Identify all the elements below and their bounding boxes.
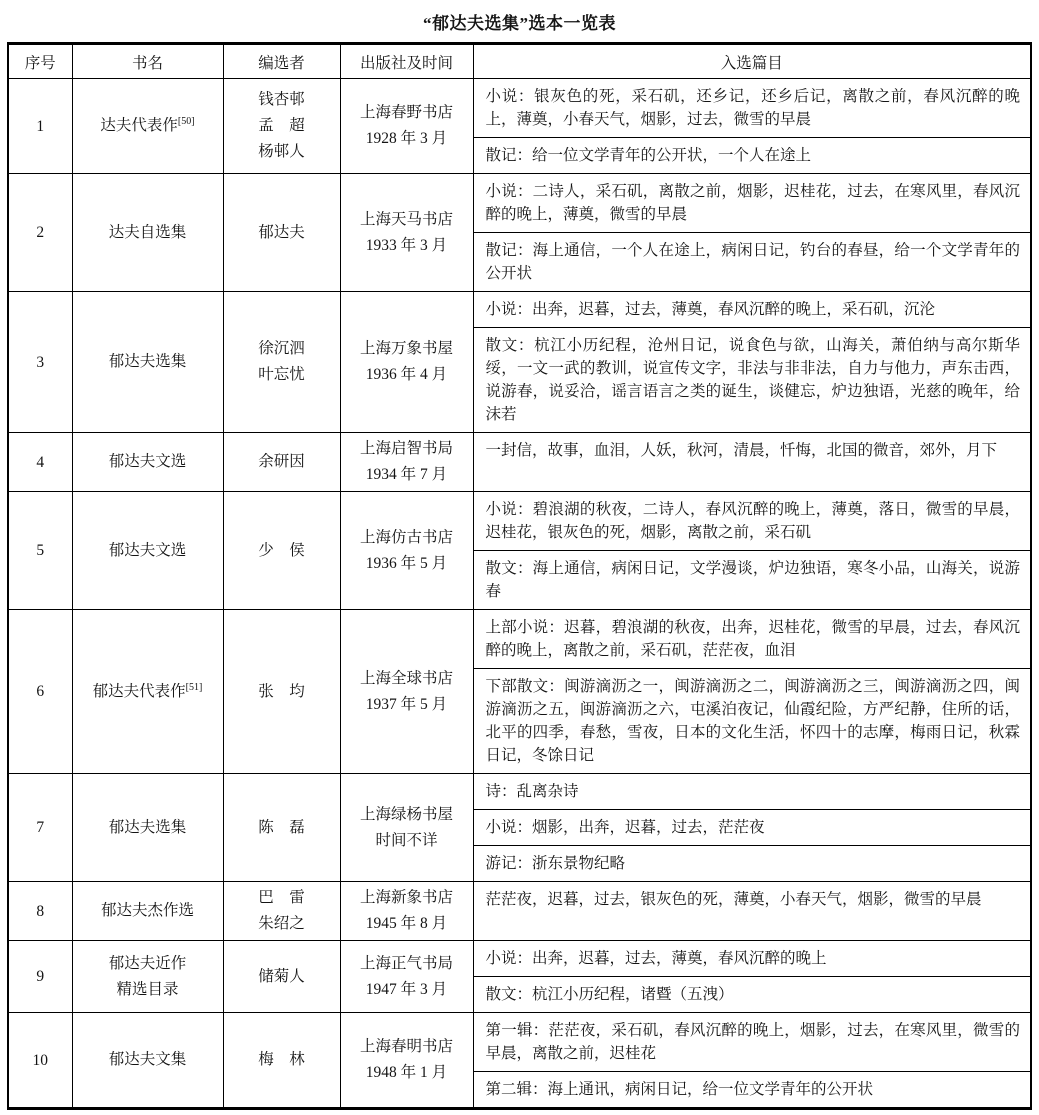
book-title-text: 达夫自选集 [108,223,187,241]
row-serial-number: 8 [8,882,72,941]
table-row [8,174,1031,292]
table-header-row [8,44,1031,79]
selected-works-cell [473,774,1031,882]
publisher-date-cell [340,174,473,292]
publisher-date-line: 1933 年 3 月 [365,236,448,254]
publisher-date-cell [340,941,473,1013]
editor-name: 朱绍之 [258,915,305,932]
publisher-date-line: 1945 年 8 月 [365,915,448,932]
book-title-line [77,951,219,977]
table-row [8,882,1031,941]
book-title-text: 郁达夫文选 [108,541,187,559]
book-title-line [77,977,219,1003]
selected-works-entry: 下部散文：闽游滴沥之一，闽游滴沥之二，闽游滴沥之三，闽游滴沥之四，闽游滴沥之五，闽游滴沥之六，屯溪泊夜记，仙霞纪险，方严纪静，住所的话，北平的四季，春愁，雪夜，日本的文化生活，怀四十的志摩，梅雨日记，秋霖日记，冬馀日记 [474,668,1031,773]
editor-cell [223,492,340,610]
row-serial-number: 3 [8,292,72,433]
selected-works-cell [473,79,1031,174]
selected-works-entry: 第二辑：海上通讯，病闲日记，给一位文学青年的公开状 [474,1071,1031,1107]
row-serial-number: 6 [8,610,72,774]
selected-works-cell [473,174,1031,292]
book-title-line [77,815,219,841]
publisher-date-line: 1937 年 5 月 [365,695,448,713]
publisher-date-cell [340,774,473,882]
selected-works-entry: 散记：海上通信，一个人在途上，病闲日记，钓台的春昼，给一个文学青年的公开状 [474,232,1031,291]
book-title-cell [72,79,223,174]
header-serial-number: 序号 [8,44,72,79]
header-book-title: 书名 [72,44,223,79]
publisher-date-cell [340,1013,473,1109]
book-title-line [77,538,219,564]
book-title-text: 郁达夫选集 [108,818,187,836]
book-title-line [77,349,219,375]
editor-cell [223,941,340,1013]
row-serial-number: 5 [8,492,72,610]
book-title-cell [72,433,223,492]
selected-works-cell [473,882,1031,941]
row-serial-number: 7 [8,774,72,882]
selected-works-entry: 散文：杭江小历纪程，沧州日记，说食色与欲，山海关，萧伯纳与高尔斯华绥，一文一武的教训，说宣传文字，非法与非非法，自力与他力，声东击西，说游春，说妥洽，谣言语言之类的诞生，谈健忘，炉边独语，光慈的晚年，给沫若 [474,327,1031,432]
publisher-date-line: 1947 年 3 月 [365,980,448,998]
editor-name: 叶忘忧 [258,366,305,383]
selected-works-entry: 小说：出奔，迟暮，过去，薄奠，春风沉醉的晚上 [485,950,827,967]
table-row [8,1013,1031,1109]
publisher-date-cell [340,882,473,941]
selected-works-entry: 小说：二诗人，采石矶，离散之前，烟影，迟桂花，过去，在寒风里，春风沉醉的晚上，薄奠，微雪的早晨 [485,183,1020,223]
book-title-text: 郁达夫文选 [108,453,187,470]
header-editor: 编选者 [223,44,340,79]
book-title-text: 郁达夫选集 [108,353,187,370]
book-title-text: 郁达夫近作 [108,954,187,972]
editor-name: 徐沉泗 [258,340,305,357]
selected-works-cell [473,292,1031,433]
book-title-line [77,1047,219,1073]
selected-works-cell [473,610,1031,774]
table-row [8,292,1031,433]
table-row [8,492,1031,610]
editor-name: 孟 超 [258,117,305,134]
editor-name: 张 均 [258,682,305,700]
selected-works-entry: 散记：给一位文学青年的公开状，一个人在途上 [474,137,1031,173]
book-title-line [77,898,219,924]
selected-works-entry: 小说：出奔，迟暮，过去，薄奠，春风沉醉的晚上，采石矶，沉沦 [485,301,936,318]
editor-name: 钱杏邨 [258,91,305,108]
selected-works-cell [473,492,1031,610]
publisher-date-line: 上海万象书屋 [359,340,453,357]
header-selected-works: 入选篇目 [473,44,1031,79]
book-title-line [77,449,219,475]
table-row [8,610,1031,774]
header-publisher-date: 出版社及时间 [340,44,473,79]
selected-works-entry: 小说：烟影，出奔，迟暮，过去，茫茫夜 [474,809,1031,845]
editor-cell [223,174,340,292]
publisher-date-line: 1948 年 1 月 [365,1064,448,1081]
publisher-date-cell [340,433,473,492]
editor-name: 储菊人 [258,967,305,985]
publisher-date-line: 上海全球书店 [359,669,453,687]
publisher-date-line: 上海绿杨书屋 [359,805,453,823]
book-footnote-marker: [50] [177,115,195,127]
selected-works-entry: 第一辑：茫茫夜，采石矶，春风沉醉的晚上，烟影，过去，在寒风里，微雪的早晨，离散之前，迟桂花 [485,1022,1020,1062]
table-row [8,774,1031,882]
publisher-date-line: 上海天马书店 [359,210,453,228]
selected-works-entry: 一封信，故事，血泪，人妖，秋河，清晨，忏悔，北国的微音，郊外，月下 [485,442,998,459]
table-row [8,79,1031,174]
book-footnote-marker: [51] [185,681,203,693]
editor-name: 余研因 [258,453,305,470]
row-serial-number: 4 [8,433,72,492]
book-title-line [77,220,219,246]
selected-works-entry: 诗：乱离杂诗 [485,783,579,800]
book-title-cell [72,292,223,433]
publisher-date-cell [340,292,473,433]
book-title-text: 精选目录 [116,980,179,998]
selected-works-cell [473,1013,1031,1109]
selected-works-entry: 茫茫夜，迟暮，过去，银灰色的死，薄奠，小春天气，烟影，微雪的早晨 [485,891,982,908]
selected-works-entry: 上部小说：迟暮，碧浪湖的秋夜，出奔，迟桂花，微雪的早晨，过去，春风沉醉的晚上，离散之前，采石矶，茫茫夜，血泪 [485,619,1020,659]
publisher-date-cell [340,492,473,610]
publisher-date-line: 上海春野书店 [359,104,453,121]
book-title-text: 郁达夫杰作选 [100,902,194,919]
publisher-date-line: 1928 年 3 月 [365,130,448,147]
book-title-text: 郁达夫代表作 [92,682,186,700]
editor-cell [223,610,340,774]
selected-works-entry: 小说：碧浪湖的秋夜，二诗人，春风沉醉的晚上，薄奠，落日，微雪的早晨，迟桂花，银灰色的死，烟影，离散之前，采石矶 [485,501,1020,541]
editor-cell [223,433,340,492]
publisher-date-cell [340,79,473,174]
selected-works-entry: 散文：海上通信，病闲日记，文学漫谈，炉边独语，寒冬小品，山海关，说游春 [474,550,1031,609]
publisher-date-line: 上海正气书局 [359,954,453,972]
selected-works-cell [473,433,1031,492]
book-title-cell [72,174,223,292]
editor-name: 梅 林 [258,1051,305,1068]
publisher-date-line: 上海仿古书店 [359,528,453,546]
book-title-cell [72,1013,223,1109]
publisher-date-line: 上海启智书局 [359,440,453,457]
editor-name: 杨邨人 [258,143,305,160]
selected-works-cell [473,941,1031,1013]
editor-name: 陈 磊 [258,818,305,836]
editor-name: 少 侯 [258,541,305,559]
editor-cell [223,774,340,882]
publisher-date-line: 时间不详 [375,831,438,849]
publisher-date-line: 上海新象书店 [359,889,453,906]
book-title-text: 达夫代表作 [100,117,178,134]
publisher-date-cell [340,610,473,774]
row-serial-number: 9 [8,941,72,1013]
row-serial-number: 10 [8,1013,72,1109]
editor-cell [223,292,340,433]
page-title: “郁达夫选集”选本一览表 [423,14,616,33]
book-title-text: 郁达夫文集 [108,1051,187,1068]
selected-works-entry: 散文：杭江小历纪程，诸暨（五洩） [474,976,1031,1012]
book-title-line [77,679,219,705]
editor-cell [223,79,340,174]
anthology-table [7,42,1032,1110]
selected-works-entry: 游记：浙东景物纪略 [474,845,1031,881]
book-title-line [77,113,219,139]
book-title-cell [72,774,223,882]
editor-cell [223,882,340,941]
table-row [8,941,1031,1013]
selected-works-entry: 小说：银灰色的死，采石矶，还乡记，还乡后记，离散之前，春风沉醉的晚上，薄奠，小春天气，烟影，过去，微雪的早晨 [485,88,1020,128]
book-title-cell [72,610,223,774]
table-row [8,433,1031,492]
publisher-date-line: 1934 年 7 月 [365,466,448,483]
book-title-cell [72,882,223,941]
publisher-date-line: 1936 年 5 月 [365,554,448,572]
publisher-date-line: 1936 年 4 月 [365,366,448,383]
editor-name: 郁达夫 [258,223,305,241]
publisher-date-line: 上海春明书店 [359,1038,453,1055]
row-serial-number: 1 [8,79,72,174]
editor-name: 巴 雷 [258,889,305,906]
book-title-cell [72,941,223,1013]
row-serial-number: 2 [8,174,72,292]
editor-cell [223,1013,340,1109]
table-body [8,79,1031,1109]
book-title-cell [72,492,223,610]
